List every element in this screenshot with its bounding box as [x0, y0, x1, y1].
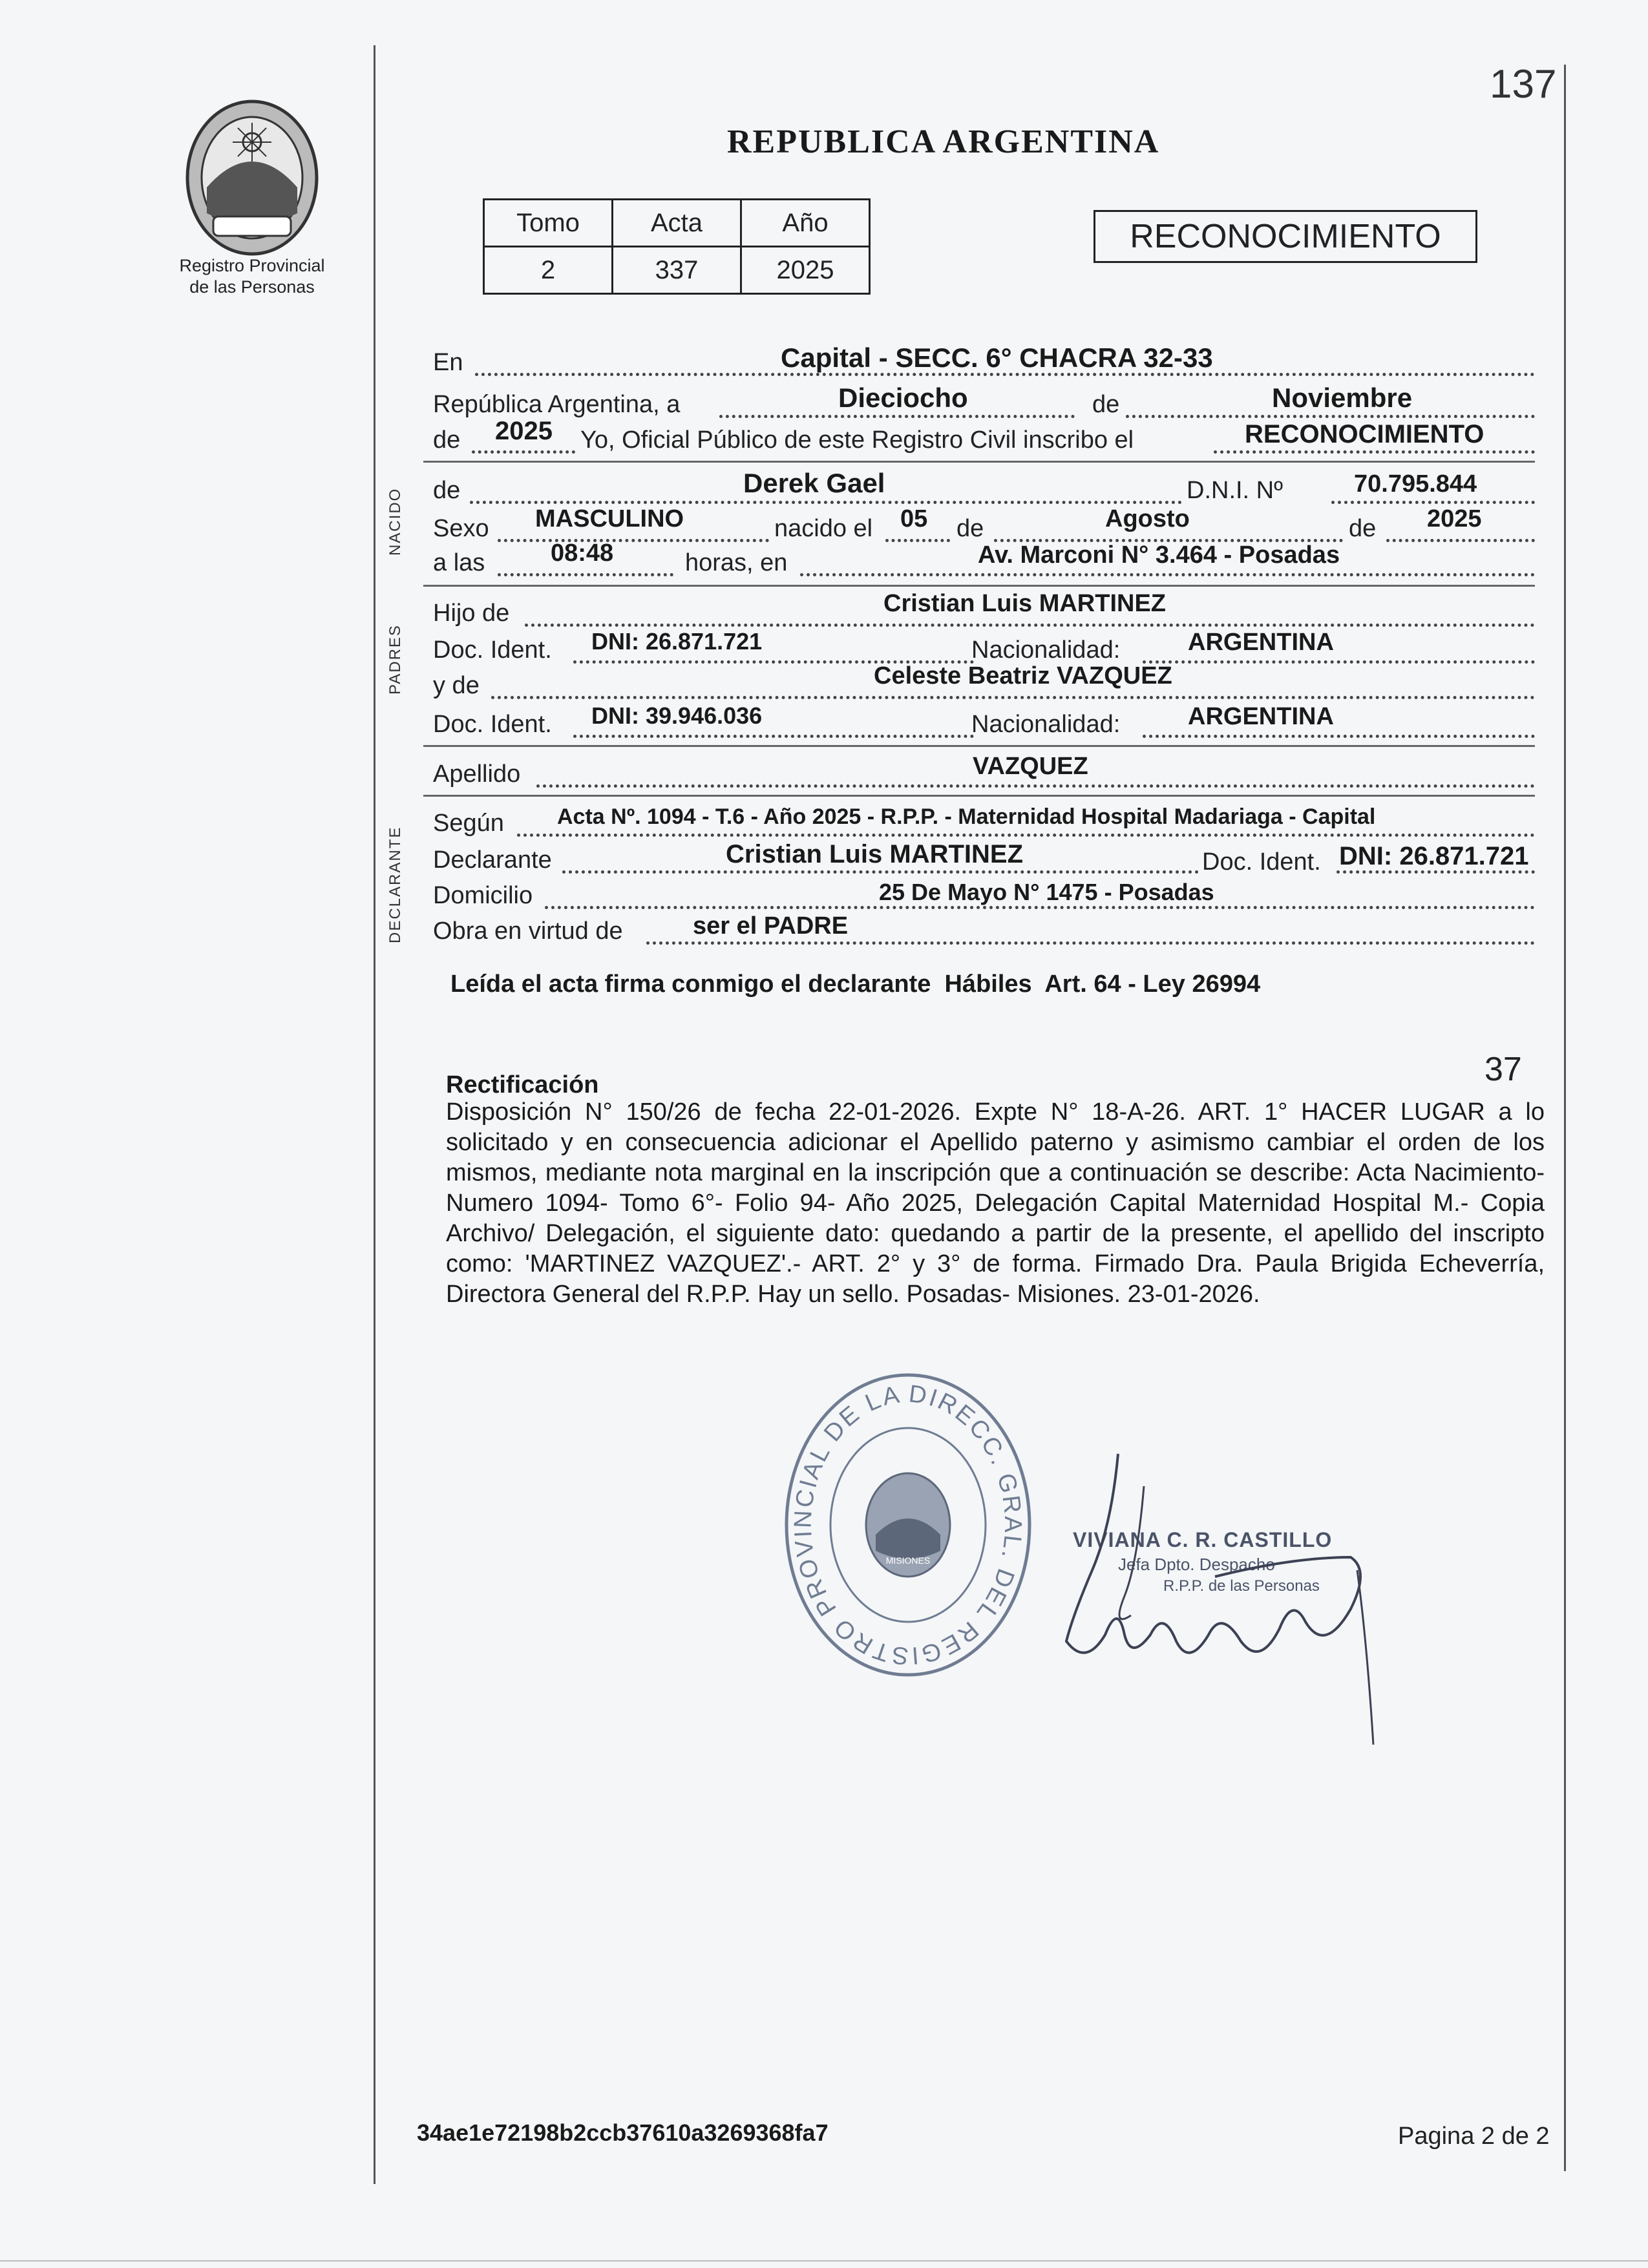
dia-value: Dieciocho — [838, 383, 968, 413]
anio-value: 2025 — [741, 247, 870, 294]
obra-label: Obra en virtud de — [433, 918, 623, 945]
page-number: 137 — [1490, 62, 1557, 107]
obra-dots — [646, 941, 1535, 945]
leida-note: Leída el acta firma conmigo el declarante Hábiles Art. 64 - Ley 26994 — [450, 971, 1261, 998]
padre-value: Cristian Luis MARTINEZ — [883, 590, 1167, 617]
left-border-line — [374, 45, 375, 2184]
nacido-de-label3: de — [1349, 515, 1377, 542]
republica-label: República Argentina, a — [433, 391, 681, 418]
madre-nac-label: Nacionalidad: — [971, 711, 1121, 738]
province-logo — [165, 97, 339, 258]
madre-nac-value: ARGENTINA — [1188, 703, 1334, 730]
dia-nac-dots — [885, 539, 950, 542]
page-indicator: Pagina 2 de 2 — [1398, 2123, 1550, 2150]
acta-value: 337 — [613, 247, 741, 294]
record-table — [483, 198, 871, 295]
nacido-de-label2: de — [956, 515, 984, 542]
document-hash: 34ae1e72198b2ccb37610a3269368fa7 — [417, 2119, 829, 2146]
padre-nac-value: ARGENTINA — [1188, 629, 1334, 656]
madre-dots — [491, 696, 1535, 699]
tomo-label: Tomo — [484, 200, 613, 247]
segun-dots — [517, 834, 1535, 837]
yde-label: y de — [433, 672, 480, 699]
dni-dots — [1331, 501, 1535, 504]
nombre-value: Derek Gael — [743, 468, 885, 498]
mes-dots — [1126, 415, 1535, 418]
signatory-org: R.P.P. de las Personas — [1163, 1577, 1320, 1595]
padre-nac-dots — [1143, 660, 1535, 664]
dia-nac-value: 05 — [900, 505, 928, 532]
declarante-dots — [562, 870, 1199, 874]
domicilio-value: 25 De Mayo N° 1475 - Posadas — [879, 879, 1214, 905]
anio-header-value: 2025 — [495, 417, 553, 445]
de2-label: de — [433, 426, 461, 454]
tomo-value: 2 — [484, 247, 613, 294]
madre-doc-label: Doc. Ident. — [433, 711, 552, 738]
nacido-de-label: de — [433, 477, 461, 504]
logo-caption-line2: de las Personas — [189, 277, 315, 297]
logo-caption-line1: Registro Provincial — [179, 256, 325, 275]
stamp-icon — [779, 1363, 1037, 1686]
madre-nac-dots — [1143, 735, 1535, 738]
nacido-el-label: nacido el — [774, 515, 873, 542]
horas-label: horas, en — [685, 549, 788, 576]
padre-doc-value: DNI: 26.871.721 — [591, 628, 763, 655]
official-stamp — [779, 1363, 1037, 1686]
separator-1 — [423, 461, 1535, 463]
hijo-label: Hijo de — [433, 600, 510, 627]
logo-caption — [142, 255, 362, 298]
signatory-name: VIVIANA C. R. CASTILLO — [1073, 1528, 1333, 1551]
side-label-declarante: DECLARANTE — [386, 826, 404, 943]
padre-nac-label: Nacionalidad: — [971, 636, 1121, 664]
lugar-value: Av. Marconi N° 3.464 - Posadas — [978, 541, 1340, 569]
obra-value: ser el PADRE — [693, 912, 849, 940]
apellido-dots — [536, 784, 1535, 788]
bottom-fold-line — [0, 2260, 1648, 2262]
rectificacion-text: Disposición N° 150/26 de fecha 22-01-2026. Expte N° 18-A-26. ART. 1° HACER LUGAR a lo solicitado y en consecuencia adicionar el Apellido paterno y asimismo cambiar el orden de los mismos, mediante nota marginal en la inscripción que a continuación se describe: Acta Nacimiento- Numero 1094- Tomo 6°- Folio 94- Año 2025, Delegación Capital Maternidad Hospital M.- Copia Archivo/ Delegación, el siguiente dato: quedando a partir de la presente, el apellido del inscripto como: 'MARTINEZ VAZQUEZ'.- ART. 2° y 3° de forma. Firmado Dra. Paula Brigida Echeverría, Directora General del R.P.P. Hay un sello. Posadas- Misiones. 23-01-2026. — [446, 1098, 1545, 1308]
sexo-dots — [498, 539, 769, 542]
acta-label: Acta — [613, 200, 741, 247]
anio-nac-dots — [1386, 539, 1535, 542]
rectificacion-number: 37 — [1484, 1051, 1522, 1088]
declarante-doc-value: DNI: 26.871.721 — [1339, 842, 1529, 870]
domicilio-label: Domicilio — [433, 882, 533, 909]
sexo-label: Sexo — [433, 515, 489, 542]
misiones-seal-icon — [165, 97, 339, 258]
apellido-value: VAZQUEZ — [973, 753, 1088, 780]
segun-value: Acta Nº. 1094 - T.6 - Año 2025 - R.P.P. - Maternidad Hospital Madariaga - Capital — [557, 804, 1376, 829]
dia-dots — [719, 415, 1075, 418]
side-label-nacido: NACIDO — [386, 487, 404, 556]
dni-label: D.N.I. Nº — [1187, 477, 1283, 504]
signature-icon — [1047, 1447, 1409, 1758]
padre-dots — [525, 624, 1535, 627]
hora-dots — [498, 573, 673, 576]
anio-label: Año — [741, 200, 870, 247]
mes-value: Noviembre — [1272, 383, 1413, 413]
stamp-inner-text: MISIONES — [885, 1555, 931, 1566]
hora-value: 08:48 — [551, 540, 614, 567]
madre-value: Celeste Beatriz VAZQUEZ — [874, 662, 1172, 689]
handwritten-signature — [1047, 1447, 1409, 1758]
right-border-line — [1564, 65, 1566, 2171]
signatory-role: Jefa Dpto. Despacho — [1118, 1555, 1275, 1574]
side-label-padres: PADRES — [386, 624, 404, 695]
sexo-value: MASCULINO — [535, 505, 684, 532]
padre-doc-label: Doc. Ident. — [433, 636, 552, 664]
rectificacion-title: Rectificación — [446, 1071, 599, 1098]
declarante-doc-label: Doc. Ident. — [1202, 848, 1321, 876]
document-title: REPUBLICA ARGENTINA — [727, 123, 1160, 160]
madre-doc-value: DNI: 39.946.036 — [591, 702, 763, 729]
separator-3 — [423, 745, 1535, 747]
segun-label: Según — [433, 810, 504, 837]
lugar-dots — [800, 573, 1535, 576]
declarante-value: Cristian Luis MARTINEZ — [726, 840, 1024, 868]
nombre-dots — [470, 501, 1182, 504]
yo-label: Yo, Oficial Público de este Registro Civil inscribo el — [580, 426, 1134, 454]
domicilio-dots — [545, 906, 1535, 909]
inscribo-value: RECONOCIMIENTO — [1245, 420, 1484, 448]
separator-4 — [423, 795, 1535, 797]
stamp-ring-text: DIRECC. GRAL. DEL REGISTRO PROVINCIAL DE LA — [789, 1380, 1026, 1670]
apellido-label: Apellido — [433, 761, 521, 788]
madre-doc-dots — [573, 735, 974, 738]
alas-label: a las — [433, 549, 485, 576]
declarante-label: Declarante — [433, 846, 552, 874]
record-type-box: RECONOCIMIENTO — [1093, 210, 1477, 263]
anio-nac-value: 2025 — [1427, 505, 1482, 532]
en-value: Capital - SECC. 6° CHACRA 32-33 — [781, 342, 1213, 373]
inscribo-dots — [1214, 450, 1535, 454]
anio-dots — [472, 450, 575, 454]
dni-value: 70.795.844 — [1354, 470, 1477, 498]
separator-2 — [423, 585, 1535, 587]
mes-nac-value: Agosto — [1105, 505, 1190, 532]
de-label: de — [1092, 391, 1120, 418]
en-label: En — [433, 349, 463, 376]
